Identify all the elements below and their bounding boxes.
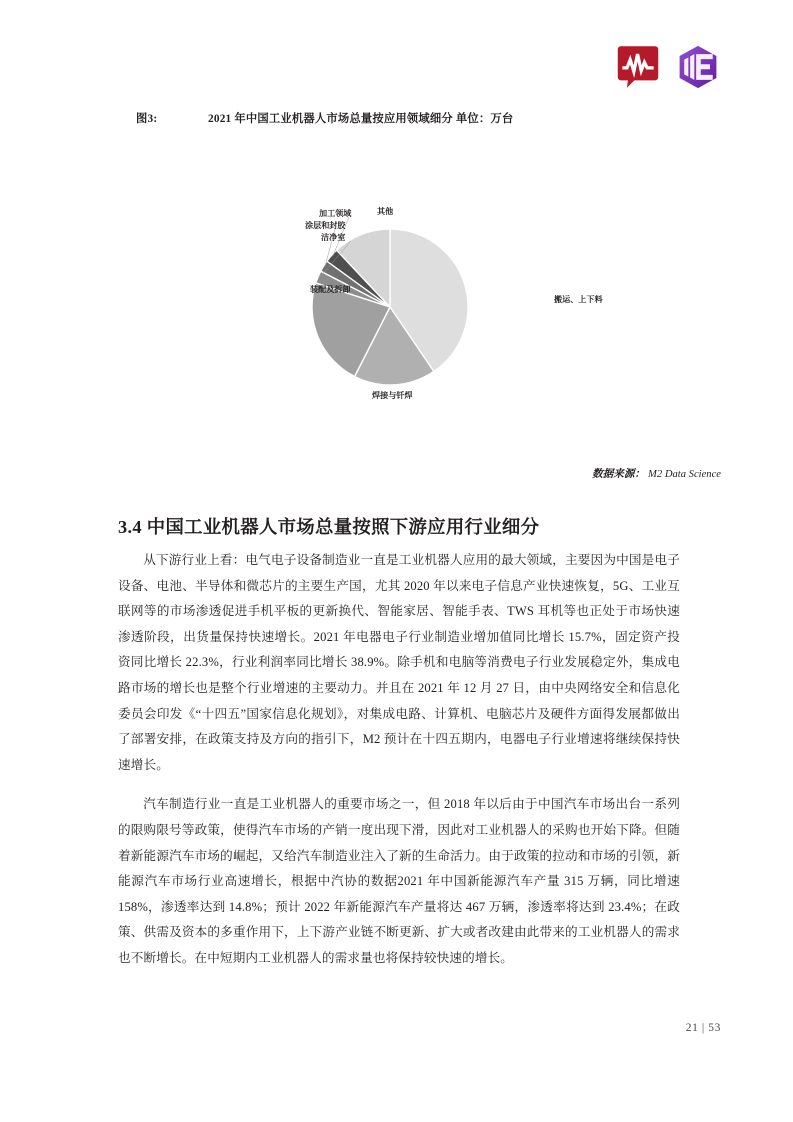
pie-slice-label: 装配及拆卸 bbox=[310, 285, 351, 294]
section-heading: 3.4 中国工业机器人市场总量按照下游应用行业细分 bbox=[118, 517, 540, 538]
pie-slice-label: 其他 bbox=[377, 207, 394, 216]
pie-chart-svg bbox=[72, 150, 722, 450]
pie-slice-group bbox=[312, 229, 468, 385]
pie-slice-label: 加工领域 bbox=[319, 209, 352, 218]
pie-slice-label: 涂层和封胶 bbox=[305, 221, 346, 230]
footer-total-pages: 53 bbox=[708, 1022, 721, 1034]
m2-waveform-logo bbox=[615, 44, 661, 90]
data-source-value: M2 Data Science bbox=[648, 469, 721, 480]
footer-page-number: 21 bbox=[685, 1022, 699, 1034]
header-logos bbox=[615, 44, 721, 90]
page-footer bbox=[686, 1022, 721, 1034]
pie-chart bbox=[72, 150, 722, 450]
figure-label: 图3: bbox=[136, 113, 158, 125]
paragraph-1: 从下游行业上看：电气电子设备制造业一直是工业机器人应用的最大领域，主要因为中国是电子设备、电池、半导体和微芯片的主要生产国，尤其 2020 年以来电子信息产业快速恢复，5G、工业互联网等的市场渗透促进手机平板的更新换代、智能家居、智能手表、TWS 耳机等也正处于市场快速渗透阶段，出货量保持快速增长。2021 年电器电子行业制造业增加值同比增长 15.7%，固定资产投资同比增长 22.3%，行业利润率同比增长 38.9%。除手机和电脑等消费电子行业发展稳定外，集成电路市场的增长也是整个行业增速的主要动力。并且在 2021 年 12 月 27 日，由中央网络安全和信息化委员会印发《“十四五”国家信息化规划》，对集成电路、计算机、电脑芯片及硬件方面得发展都做出了部署安排，在政策支持及方向的指引下，M2 预计在十四五期内，电器电子行业增速将继续保持快速增长。 bbox=[118, 553, 680, 772]
pie-slice-label: 洁净室 bbox=[321, 233, 346, 242]
data-source bbox=[592, 466, 721, 481]
figure-caption-text: 2021 年中国工业机器人市场总量按应用领域细分 单位：万台 bbox=[208, 113, 514, 125]
hexagon-e-logo bbox=[675, 44, 721, 90]
paragraph-2: 汽车制造行业一直是工业机器人的重要市场之一，但 2018 年以后由于中国汽车市场出台一系列的限购限号等政策，使得汽车市场的产销一度出现下滑，因此对工业机器人的采购也开始下降。但随着新能源汽车市场的崛起，又给汽车制造业注入了新的生命活力。由于政策的拉动和市场的引领，新能源汽车市场行业高速增长，根据中汽协的数据2021 年中国新能源汽车产量 315 万辆，同比增速 158%，渗透率达到 14.8%；预计 2022 年新能源汽车产量将达 467 万辆，渗透率将达到 23.4%；在政策、供需及资本的多重作用下，上下游产业链不断更新、扩大或者改建由此带来的工业机器人的需求也不断增长。在中短期内工业机器人的需求量也将保持较快速的增长。 bbox=[118, 797, 680, 965]
figure-caption bbox=[136, 110, 721, 126]
data-source-prefix: 数据来源： bbox=[592, 469, 646, 480]
footer-separator: | bbox=[701, 1022, 705, 1034]
body-content bbox=[118, 548, 680, 972]
pie-slice-label: 搬运、上下料 bbox=[554, 295, 603, 304]
pie-slice-label: 焊接与钎焊 bbox=[372, 391, 413, 400]
